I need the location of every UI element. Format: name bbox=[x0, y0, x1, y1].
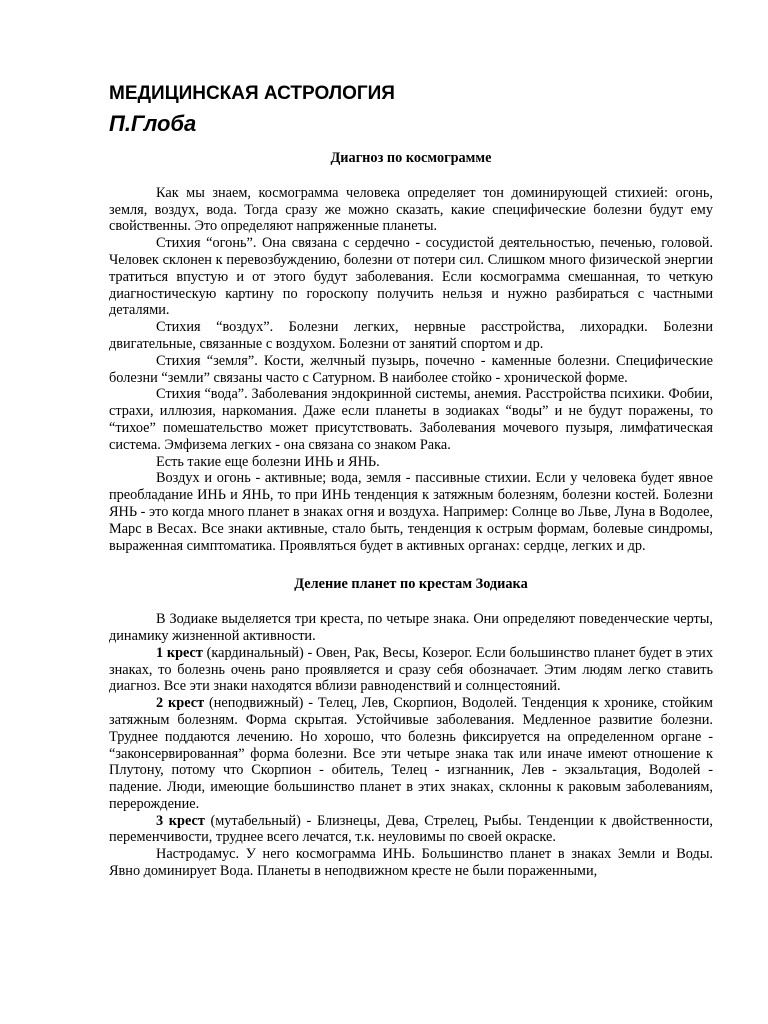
paragraph: Как мы знаем, космограмма человека определяет тон доминирующей стихией: огонь, земля, воздух, вода. Тогда сразу же можно сказать, какие специфические болезни будут ему свойственны. Это определяют напряженные планеты. bbox=[109, 184, 713, 235]
cross-2-label: 2 крест bbox=[156, 695, 205, 712]
cross-2-text: (неподвижный) - Телец, Лев, Скорпион, Водолей. Тенденция к хронике, стойким затяжным болезням. Форма скрытая. Устойчивые заболевания. Медленное развитие болезни. Труднее поддаются лечению. Но хорошо, что болезнь фиксируется на определенном органе - “законсервированная” форма болезни. Все эти четыре знака так или иначе имеют отношение к Плутону, потому что Скорпион - обитель, Телец - изгнанник, Лев - экзальтация, Водолей - падение. Люди, имеющие большинство планет в этих знаках, склонны к раковым заболеваниям, перерождение. bbox=[109, 695, 713, 812]
section-heading-diagnosis: Диагноз по космограмме bbox=[330, 150, 492, 166]
paragraph: В Зодиаке выделяется три креста, по четыре знака. Они определяют поведенческие черты, динамику жизненной активности. bbox=[109, 611, 713, 644]
section-heading-crosses: Деление планет по крестам Зодиака bbox=[294, 576, 528, 593]
paragraph-cross-1 bbox=[109, 645, 713, 695]
paragraph-cross-3 bbox=[109, 813, 713, 847]
paragraph: Стихия “огонь”. Она связана с сердечно - сосудистой деятельностью, печенью, головой. Человек склонен к перевозбуждению, болезни от потери сил. Слишком много физической энергии тратиться впустую и от этого будут заболевания. Если космограмма смешанная, то четкую диагностическую картину по гороскопу получить нельзя и нужно разбираться с частными деталями. bbox=[109, 235, 713, 319]
cross-3-label: 3 крест bbox=[156, 812, 205, 829]
cross-1-label: 1 крест bbox=[156, 644, 203, 661]
paragraph: Воздух и огонь - активные; вода, земля - пассивные стихии. Если у человека будет явное преобладание ИНЬ и ЯНЬ, то при ИНЬ тенденция к затяжным болезням, болезни костей. Болезни ЯНЬ - это когда много планет в знаках огня и воздуха. Например: Солнце во Льве, Луна в Водолее, Марс в Весах. Все знаки активные, стало быть, тенденция к острым формам, болевые синдромы, выраженная симптоматика. Проявляться будет в активных органах: сердце, легких и др. bbox=[109, 470, 713, 554]
paragraph: Стихия “воздух”. Болезни легких, нервные расстройства, лихорадки. Болезни двигательные, связанные с воздухом. Болезни от занятий спортом и др. bbox=[109, 319, 713, 352]
paragraph: Есть такие еще болезни ИНЬ и ЯНЬ. bbox=[156, 453, 380, 470]
document-author: П.Глоба bbox=[109, 111, 197, 136]
paragraph-cross-2 bbox=[109, 695, 713, 813]
paragraph: Стихия “вода”. Заболевания эндокринной системы, анемия. Расстройства психики. Фобии, страхи, иллюзия, наркомания. Даже если планеты в зодиаках “воды” и не будут поражены, то “тихое” помешательство может присутствовать. Заболевания мочевого пузыря, лимфатическая система. Эмфизема легких - она связана со знаком Рака. bbox=[109, 386, 713, 453]
cross-1-text: (кардинальный) - Овен, Рак, Весы, Козерог. Если большинство планет будет в этих знаках, то болезнь очень рано проявляется и сразу себя обозначает. Этим людям легко ставить диагноз. Все эти знаки находятся вблизи равноденствий и солнцестояний. bbox=[109, 644, 713, 695]
paragraph: Настродамус. У него космограмма ИНЬ. Большинство планет в знаках Земли и Воды. Явно доминирует Вода. Планеты в неподвижном кресте не были пораженными, bbox=[109, 846, 713, 880]
document-page bbox=[109, 82, 713, 880]
paragraph: Стихия “земля”. Кости, желчный пузырь, почечно - каменные болезни. Специфические болезни “земли” связаны часто с Сатурном. В наиболее стойко - хронической форме. bbox=[109, 352, 713, 386]
cross-3-text: (мутабельный) - Близнецы, Дева, Стрелец, Рыбы. Тенденции к двойственности, переменчивости, труднее всего лечатся, т.к. неуловимы по своей окраске. bbox=[109, 812, 713, 846]
document-title: МЕДИЦИНСКАЯ АСТРОЛОГИЯ bbox=[109, 83, 395, 104]
